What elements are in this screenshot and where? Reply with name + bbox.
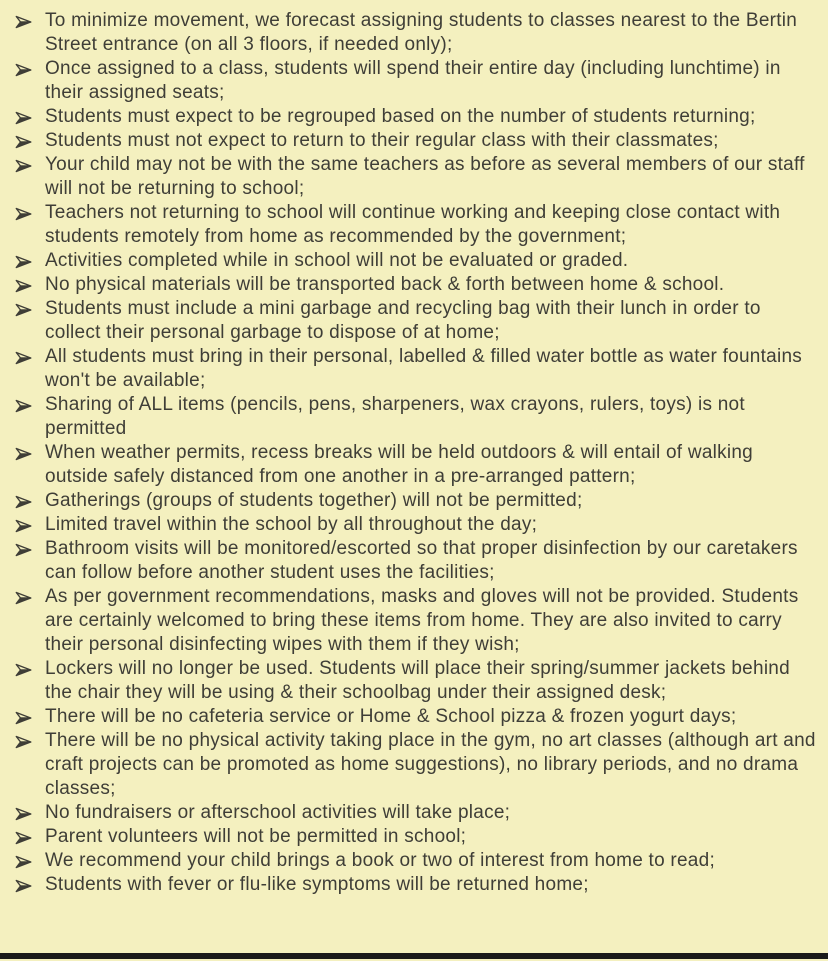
- list-item: [12, 441, 820, 489]
- list-item: [12, 801, 820, 825]
- arrow-bullet-icon: [12, 657, 45, 677]
- list-item-text: Limited travel within the school by all throughout the day;: [45, 514, 538, 535]
- arrow-bullet-icon: [12, 345, 45, 365]
- list-item: [12, 849, 820, 873]
- arrow-bullet-icon: [12, 441, 45, 461]
- list-item-text: Once assigned to a class, students will spend their entire day (including lunchtime) in their assigned seats;: [45, 58, 781, 103]
- list-item: [12, 513, 820, 537]
- arrow-bullet-icon: [12, 537, 45, 557]
- bottom-divider: [0, 953, 828, 959]
- arrow-bullet-icon: [12, 57, 45, 77]
- list-item-text: Your child may not be with the same teachers as before as several members of our staff will not be returning to school;: [45, 154, 805, 199]
- arrow-bullet-icon: [12, 153, 45, 173]
- arrow-bullet-icon: [12, 105, 45, 125]
- list-item: [12, 537, 820, 585]
- list-item: [12, 297, 820, 345]
- list-item-text: Students must include a mini garbage and recycling bag with their lunch in order to collect their personal garbage to dispose of at home;: [45, 298, 761, 343]
- list-item-text: Activities completed while in school will not be evaluated or graded.: [45, 250, 629, 271]
- list-item-text: No physical materials will be transported back & forth between home & school.: [45, 274, 725, 295]
- list-item-text: There will be no physical activity taking place in the gym, no art classes (although art and craft projects can be promoted as home suggestions), no library periods, and no drama classes;: [45, 730, 816, 799]
- list-item-text: Students must expect to be regrouped based on the number of students returning;: [45, 106, 756, 127]
- arrow-bullet-icon: [12, 513, 45, 533]
- arrow-bullet-icon: [12, 297, 45, 317]
- arrow-bullet-icon: [12, 849, 45, 869]
- list-item-text: Students must not expect to return to their regular class with their classmates;: [45, 130, 719, 151]
- list-item-text: Bathroom visits will be monitored/escorted so that proper disinfection by our caretakers can follow before another student uses the facilities;: [45, 538, 798, 583]
- list-item-text: Students with fever or flu-like symptoms will be returned home;: [45, 874, 589, 895]
- list-item-text: No fundraisers or afterschool activities will take place;: [45, 802, 511, 823]
- list-item: [12, 9, 820, 57]
- list-item: [12, 489, 820, 513]
- list-item-text: Teachers not returning to school will continue working and keeping close contact with students remotely from home as recommended by the government;: [45, 202, 781, 247]
- list-item-text: To minimize movement, we forecast assigning students to classes nearest to the Bertin Street entrance (on all 3 floors, if needed only);: [45, 10, 798, 55]
- list-item-text: As per government recommendations, masks and gloves will not be provided. Students are certainly welcomed to bring these items from home. They are also invited to carry their personal disinfecting wipes with them if they wish;: [45, 586, 799, 655]
- arrow-bullet-icon: [12, 201, 45, 221]
- list-item-text: Gatherings (groups of students together) will not be permitted;: [45, 490, 583, 511]
- list-item: [12, 729, 820, 801]
- list-item: [12, 657, 820, 705]
- list-item: [12, 873, 820, 897]
- arrow-bullet-icon: [12, 129, 45, 149]
- list-item-text: All students must bring in their personal, labelled & filled water bottle as water fountains won't be available;: [45, 346, 803, 391]
- list-item: [12, 825, 820, 849]
- arrow-bullet-icon: [12, 489, 45, 509]
- arrow-bullet-icon: [12, 273, 45, 293]
- list-item-text: There will be no cafeteria service or Home & School pizza & frozen yogurt days;: [45, 706, 737, 727]
- arrow-bullet-icon: [12, 393, 45, 413]
- list-item: [12, 201, 820, 249]
- list-item: [12, 705, 820, 729]
- list-item-text: Lockers will no longer be used. Students will place their spring/summer jackets behind the chair they will be using & their schoolbag under their assigned desk;: [45, 658, 790, 703]
- arrow-bullet-icon: [12, 873, 45, 893]
- list-item: [12, 57, 820, 105]
- list-item-text: Sharing of ALL items (pencils, pens, sharpeners, wax crayons, rulers, toys) is not permitted: [45, 394, 745, 439]
- arrow-bullet-icon: [12, 585, 45, 605]
- arrow-bullet-icon: [12, 801, 45, 821]
- list-item: [12, 393, 820, 441]
- arrow-bullet-icon: [12, 705, 45, 725]
- list-item-text: When weather permits, recess breaks will be held outdoors & will entail of walking outside safely distanced from one another in a pre-arranged pattern;: [45, 442, 753, 487]
- list-item: [12, 585, 820, 657]
- arrow-bullet-icon: [12, 9, 45, 29]
- list-item-text: Parent volunteers will not be permitted in school;: [45, 826, 467, 847]
- arrow-bullet-icon: [12, 825, 45, 845]
- list-item: [12, 129, 820, 153]
- list-item: [12, 345, 820, 393]
- arrow-bullet-icon: [12, 729, 45, 749]
- arrow-bullet-icon: [12, 249, 45, 269]
- list-item: [12, 249, 820, 273]
- list-item: [12, 273, 820, 297]
- list-item: [12, 153, 820, 201]
- list-item-text: We recommend your child brings a book or two of interest from home to read;: [45, 850, 715, 871]
- list-item: [12, 105, 820, 129]
